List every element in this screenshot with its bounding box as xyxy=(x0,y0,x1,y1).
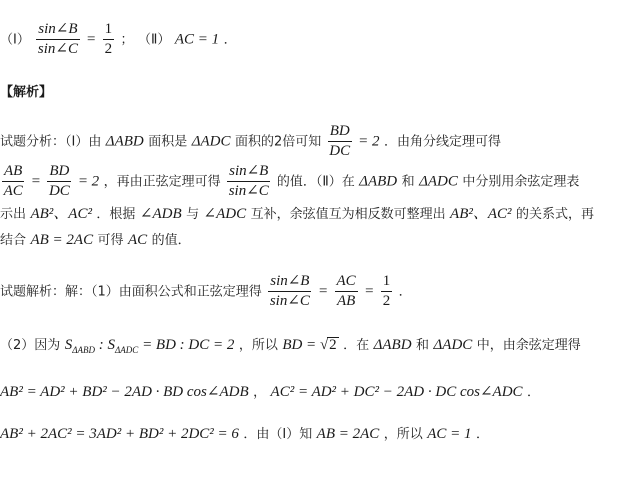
analysis-line-2: $\frac{AB}{AC}$ = $\frac{BD}{DC}$ = 2 ，再由正弦定理可得 $\frac{\sin\angle B}{\sin\angle C}$ 的值．（Ⅱ）在 ΔABD 和 ΔADC 中分别用余弦定理表 xyxy=(3,163,580,199)
answer-line: （Ⅰ） $\frac{\sin\angle B}{\sin\angle C}$ = $\frac{1}{2}$ ； （Ⅱ） AC = 1 ． xyxy=(0,21,237,57)
equation-sum: AB² + 2AC² = 3AD² + BD² + 2DC² = 6 xyxy=(0,426,239,442)
fraction-ac-ab: $\frac{AC}{AB}$ xyxy=(336,273,356,309)
solution-line-2: （2）因为 $S_{\Delta ABD}$ : $S_{\Delta ADC}$ = BD : DC = 2 ，所以 BD = √2 ．在 ΔABD 和 ΔADC 中，由余弦定理得 xyxy=(0,337,581,355)
answer-part1-label: （Ⅰ） xyxy=(0,32,30,48)
sqrt-two: 2 xyxy=(329,337,337,353)
analysis-line-3: 示出 AB²、AC² ．根据 ∠ADB 与 ∠ADC 互补，余弦值互为相反数可整理出 AB²、AC² 的关系式，再 xyxy=(0,206,595,222)
answer-part1-value: $\frac{1}{2}$ xyxy=(104,21,113,57)
equation-ab-squared: AB² = AD² + BD² − 2AD · BD cos∠ADB xyxy=(0,384,249,400)
analysis-line-4: 结合 AB = 2AC 可得 AC 的值． xyxy=(0,232,191,248)
fraction-one-half: $\frac{1}{2}$ xyxy=(382,273,391,309)
equation-ac-squared: AC² = AD² + DC² − 2AD · DC cos∠ADC xyxy=(270,384,523,400)
analysis-heading: 【解析】 xyxy=(0,85,53,100)
fraction-sinb-sinc-2: $\frac{\sin\angle B}{\sin\angle C}$ xyxy=(269,273,310,309)
fraction-bd-dc-2: $\frac{BD}{DC}$ xyxy=(48,163,70,199)
answer-part2-label: （Ⅱ） xyxy=(138,32,171,48)
analysis-line-1: 试题分析：（Ⅰ）由 ΔABD 面积是 ΔADC 面积的2倍可知 $\frac{BD}{DC}$ = 2 ．由角分线定理可得 xyxy=(0,123,501,159)
fraction-bd-dc: $\frac{BD}{DC}$ xyxy=(329,123,351,159)
fraction-ab-ac: $\frac{AB}{AC}$ xyxy=(3,163,23,199)
solution-line-1: 试题解析：解：（1）由面积公式和正弦定理得 $\frac{\sin\angle B}{\sin\angle C}$ = $\frac{AC}{AB}$ = $\frac{1}{2}$ ． xyxy=(0,273,412,309)
fraction-sinb-sinc: $\frac{\sin\angle B}{\sin\angle C}$ xyxy=(228,163,269,199)
solution-line-3: AB² = AD² + BD² − 2AD · BD cos∠ADB ， AC² = AD² + DC² − 2AD · DC cos∠ADC ． xyxy=(0,384,540,400)
solution-line-4: AB² + 2AC² = 3AD² + BD² + 2DC² = 6 ．由（Ⅰ）知 AB = 2AC ，所以 AC = 1 ． xyxy=(0,426,489,442)
answer-part1-fraction: $\frac{\sin\angle B}{\sin\angle C}$ xyxy=(37,21,78,57)
answer-part2-expr: AC = 1 xyxy=(174,31,220,48)
